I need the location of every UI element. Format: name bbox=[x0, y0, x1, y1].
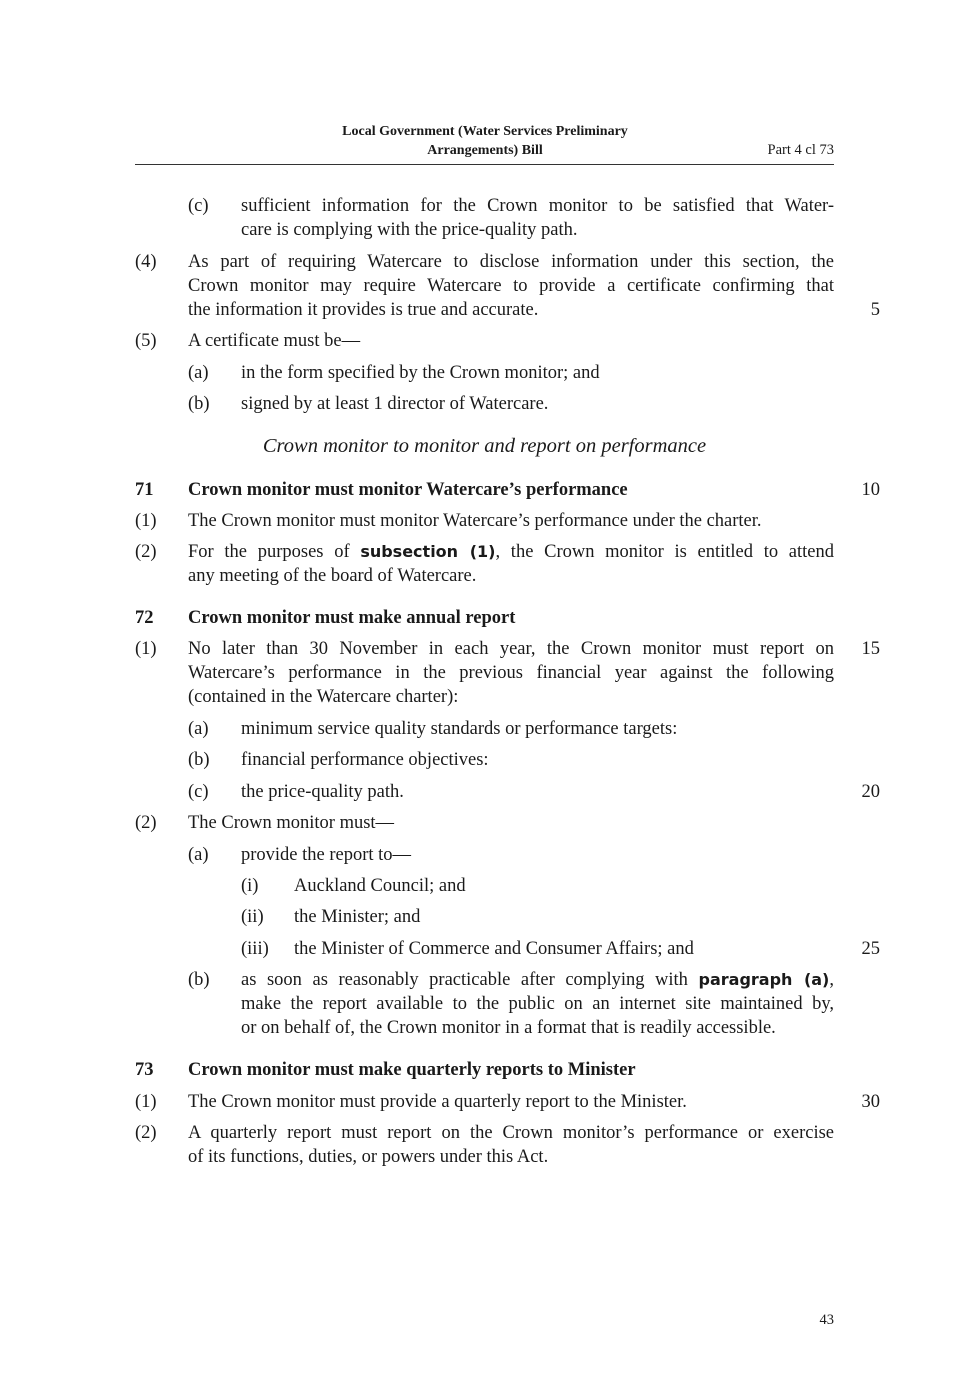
section-72-s2b-line2: make the report available to the public on an internet site maintained by, bbox=[241, 994, 834, 1014]
section-72-title: Crown monitor must make annual report bbox=[188, 608, 516, 628]
section-71-s2-line1 bbox=[188, 540, 834, 565]
line-number-25: 25 bbox=[861, 939, 880, 959]
page-number: 43 bbox=[819, 1312, 834, 1328]
subsection-5-b-label: (b) bbox=[188, 394, 210, 414]
line-number-30: 30 bbox=[861, 1092, 880, 1112]
section-72-b-label: (b) bbox=[188, 750, 210, 770]
para-c-line1: sufficient information for the Crown monitor to be satisfied that Water- bbox=[241, 196, 834, 216]
subsection-5-a-text: in the form specified by the Crown monitor; and bbox=[241, 363, 600, 383]
section-73-s2-line1: A quarterly report must report on the Crown monitor’s performance or exercise bbox=[188, 1123, 834, 1143]
running-header-title bbox=[300, 122, 670, 160]
subsection-4-line1: As part of requiring Watercare to disclose information under this section, the bbox=[188, 252, 834, 272]
section-72-i-text: Auckland Council; and bbox=[294, 876, 466, 896]
section-71-s1-label: (1) bbox=[135, 511, 157, 531]
section-72-s2b-post: , bbox=[829, 970, 834, 990]
line-number-10: 10 bbox=[861, 480, 880, 500]
section-73-s2-label: (2) bbox=[135, 1123, 157, 1143]
section-72-b-text: financial performance objectives: bbox=[241, 750, 489, 770]
section-73-s1-text: The Crown monitor must provide a quarterly report to the Minister. bbox=[188, 1092, 687, 1112]
section-72-iii-label: (iii) bbox=[241, 939, 269, 959]
section-71-number: 71 bbox=[135, 480, 154, 500]
header-title-line1: Local Government (Water Services Preliminary bbox=[342, 124, 628, 139]
section-71-s2-label: (2) bbox=[135, 542, 157, 562]
subsection-4-line2: Crown monitor may require Watercare to provide a certificate confirming that bbox=[188, 276, 834, 296]
section-72-s1-line3: (contained in the Watercare charter): bbox=[188, 687, 459, 707]
section-72-s2b-pre: as soon as reasonably practicable after complying with bbox=[241, 970, 699, 990]
line-number-15: 15 bbox=[861, 639, 880, 659]
section-72-iii-text: the Minister of Commerce and Consumer Affairs; and bbox=[294, 939, 694, 959]
line-number-20: 20 bbox=[861, 782, 880, 802]
section-72-s2b-line1 bbox=[241, 968, 834, 993]
section-72-s2-label: (2) bbox=[135, 813, 157, 833]
section-72-s2b-label: (b) bbox=[188, 970, 210, 990]
section-73-s2-line2: of its functions, duties, or powers under this Act. bbox=[188, 1147, 549, 1167]
subsection-5-text: A certificate must be— bbox=[188, 331, 361, 351]
section-72-s2-text: The Crown monitor must— bbox=[188, 813, 395, 833]
section-72-c-text: the price-quality path. bbox=[241, 782, 404, 802]
subsection-4-line3: the information it provides is true and accurate. bbox=[188, 300, 539, 320]
section-72-s2a-text: provide the report to— bbox=[241, 845, 412, 865]
section-72-s1-label: (1) bbox=[135, 639, 157, 659]
section-71-title: Crown monitor must monitor Watercare’s performance bbox=[188, 480, 628, 500]
header-title-line2: Arrangements) Bill bbox=[427, 143, 543, 158]
section-71-s2-post: , the Crown monitor is entitled to attend bbox=[495, 542, 834, 562]
section-72-a-label: (a) bbox=[188, 719, 209, 739]
para-c-line2: care is complying with the price-quality path. bbox=[241, 220, 578, 240]
section-72-s1-line1: No later than 30 November in each year, the Crown monitor must report on bbox=[188, 639, 834, 659]
subsection-5-label: (5) bbox=[135, 331, 157, 351]
para-c-label: (c) bbox=[188, 196, 209, 216]
section-72-i-label: (i) bbox=[241, 876, 259, 896]
section-71-s2-pre: For the purposes of bbox=[188, 542, 361, 562]
paragraph-a-link[interactable]: paragraph (a) bbox=[698, 970, 830, 989]
section-73-s1-label: (1) bbox=[135, 1092, 157, 1112]
section-72-number: 72 bbox=[135, 608, 154, 628]
section-71-s2-line2: any meeting of the board of Watercare. bbox=[188, 566, 477, 586]
section-72-ii-text: the Minister; and bbox=[294, 907, 421, 927]
section-72-s1-line2: Watercare’s performance in the previous financial year against the following bbox=[188, 663, 834, 683]
section-71-s1-text: The Crown monitor must monitor Watercare’s performance under the charter. bbox=[188, 511, 762, 531]
subsection-5-b-text: signed by at least 1 director of Watercare. bbox=[241, 394, 549, 414]
section-72-s2a-label: (a) bbox=[188, 845, 209, 865]
section-72-ii-label: (ii) bbox=[241, 907, 264, 927]
header-part-reference: Part 4 cl 73 bbox=[767, 142, 834, 158]
section-73-number: 73 bbox=[135, 1060, 154, 1080]
subsection-5-a-label: (a) bbox=[188, 363, 209, 383]
section-72-a-text: minimum service quality standards or performance targets: bbox=[241, 719, 678, 739]
section-72-s2b-line3: or on behalf of, the Crown monitor in a format that is readily accessible. bbox=[241, 1018, 776, 1038]
subsection-1-link[interactable]: subsection (1) bbox=[360, 542, 496, 561]
section-72-c-label: (c) bbox=[188, 782, 209, 802]
section-73-title: Crown monitor must make quarterly reports to Minister bbox=[188, 1060, 636, 1080]
line-number-5: 5 bbox=[870, 300, 880, 320]
header-rule bbox=[135, 164, 834, 165]
cross-heading: Crown monitor to monitor and report on performance bbox=[262, 435, 707, 457]
subsection-4-label: (4) bbox=[135, 252, 157, 272]
